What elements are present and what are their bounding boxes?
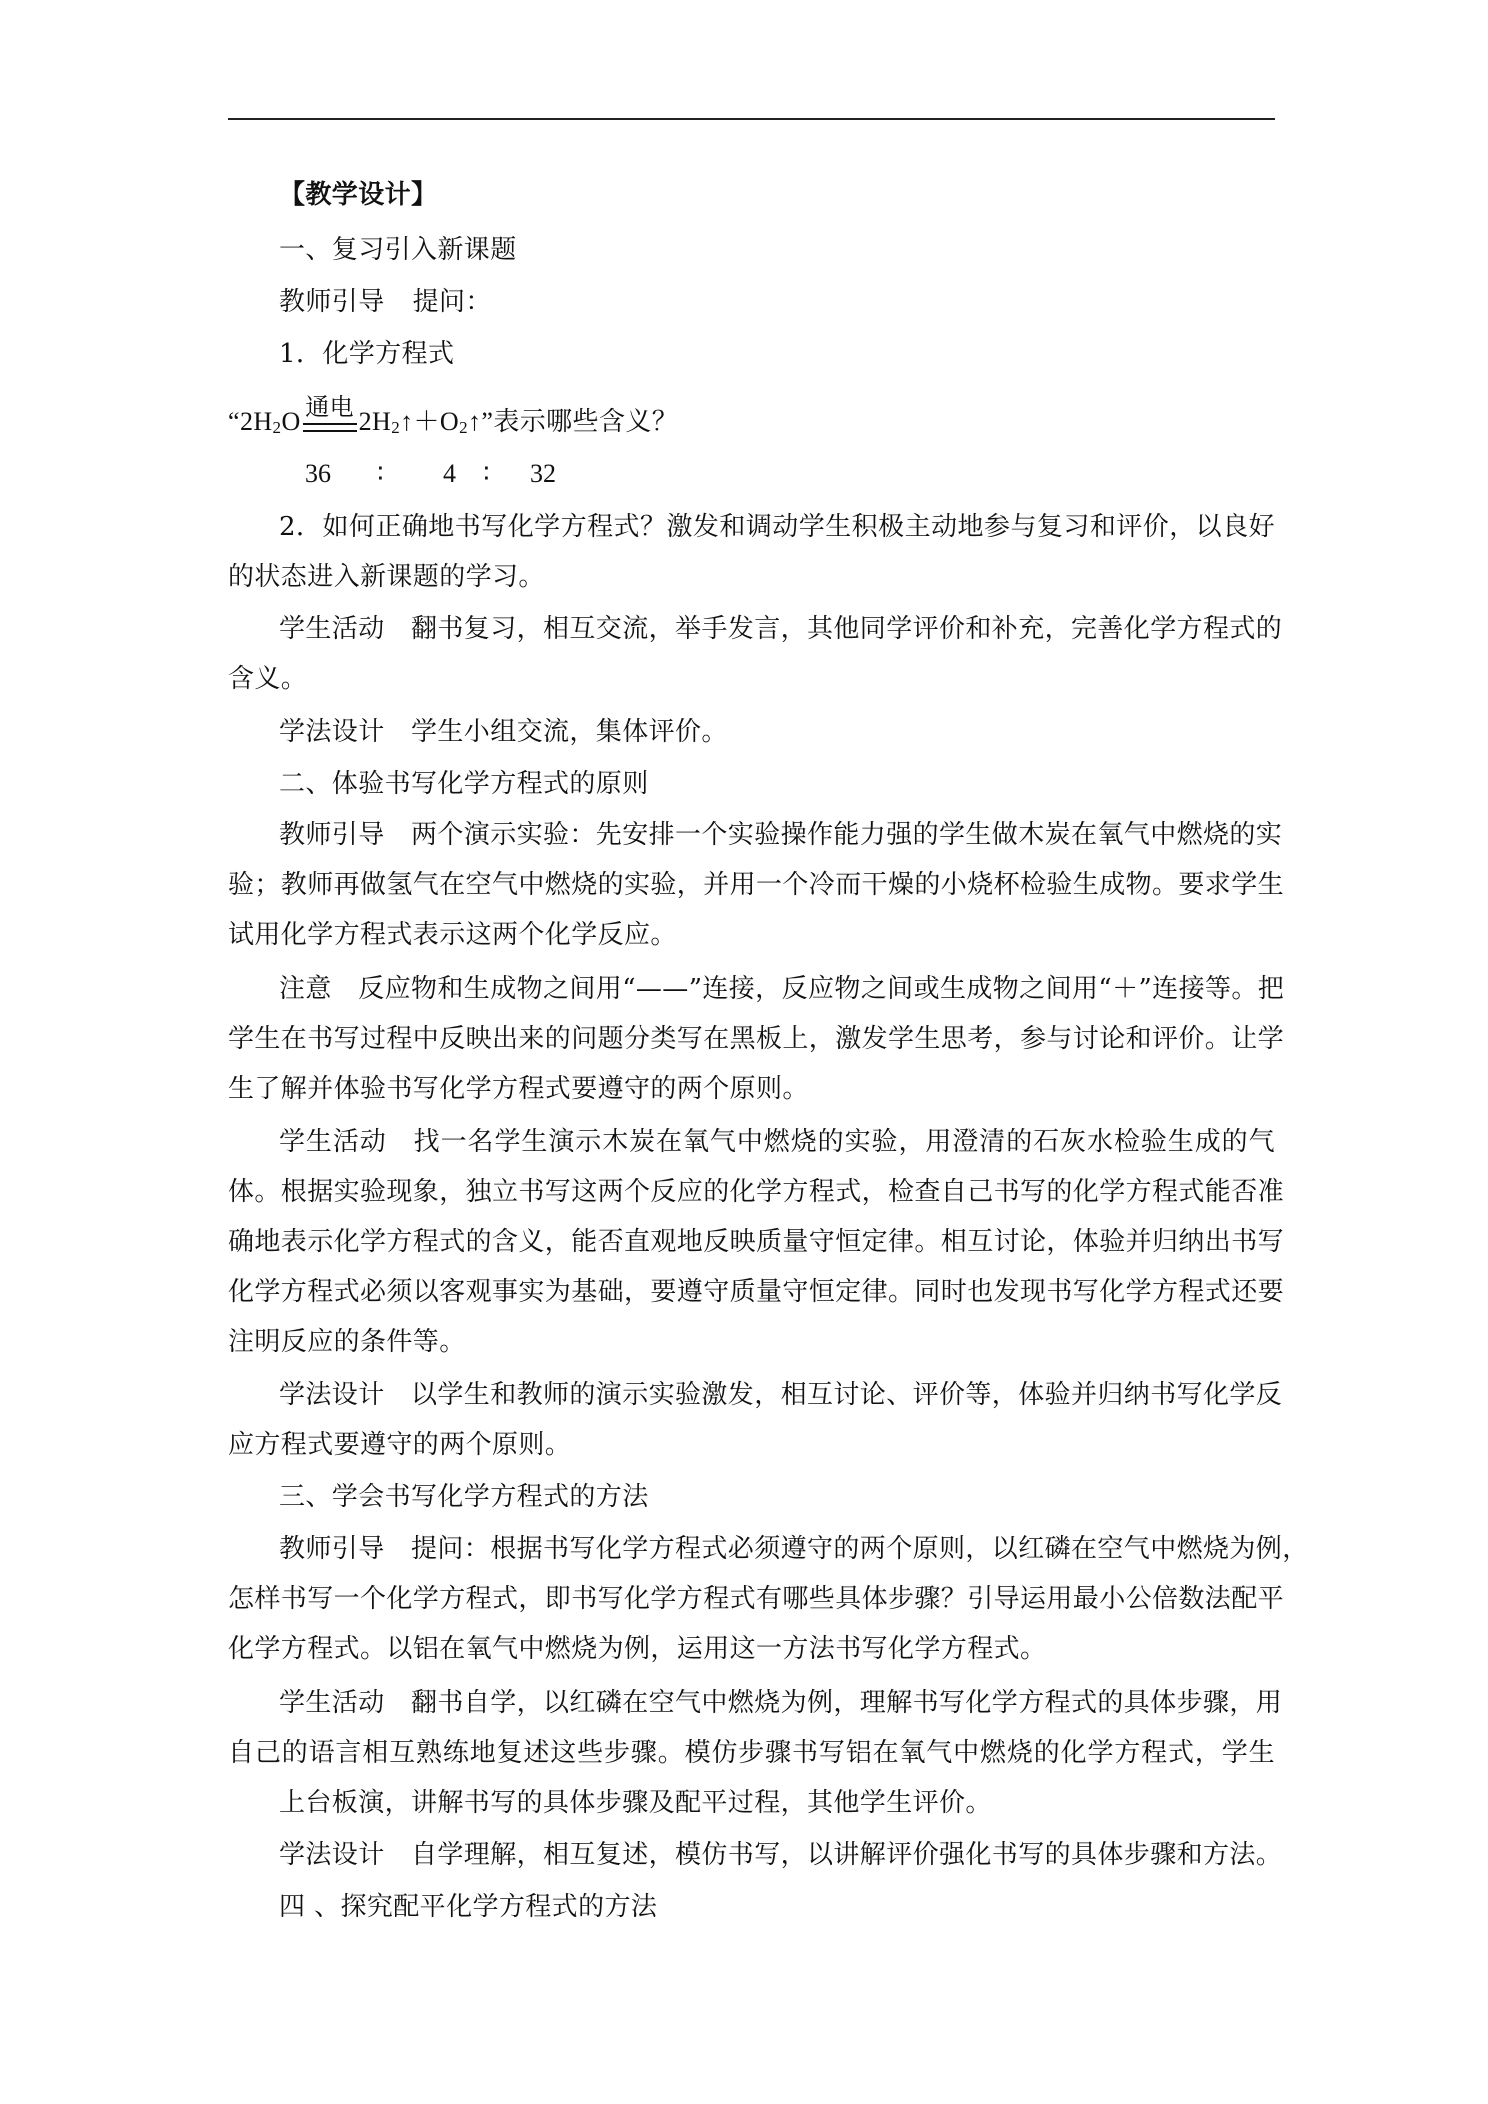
paragraph-line: 确地表示化学方程式的含义，能否直观地反映质量守恒定律。相互讨论，体验并归纳出书写: [228, 1227, 1285, 1257]
mass-ratio-a: 36: [305, 459, 331, 488]
question-label: 提问：: [412, 287, 492, 317]
paragraph-line: 学法设计 以学生和教师的演示实验激发，相互讨论、评价等，体验并归纳书写化学反: [279, 1380, 1283, 1410]
eq-product-o-sub: 2: [459, 418, 468, 437]
eq-product-o: ↑＋O: [400, 407, 460, 436]
item-1: 1．化学方程式: [279, 339, 455, 369]
paragraph-line: 注意 反应物和生成物之间用“——”连接，反应物之间或生成物之间用“＋”连接等。把: [279, 974, 1285, 1004]
mass-ratio-c: 32: [530, 459, 556, 488]
paragraph-line: 学生活动 翻书复习，相互交流，举手发言，其他同学评价和补充，完善化学方程式的: [279, 614, 1283, 644]
teacher-guide-line: [279, 285, 492, 319]
section-title-3: 三、学会书写化学方程式的方法: [279, 1482, 649, 1512]
eq-reactant-sub: 2: [272, 418, 282, 437]
section-title-2: 二、体验书写化学方程式的原则: [279, 769, 649, 799]
paragraph-line: 生了解并体验书写化学方程式要遵守的两个原则。: [228, 1074, 809, 1104]
chemical-equation: [228, 395, 679, 439]
paragraph-line: 学生活动 翻书自学，以红磷在空气中燃烧为例，理解书写化学方程式的具体步骤，用: [279, 1688, 1283, 1718]
paragraph-line: 学生活动 找一名学生演示木炭在氧气中燃烧的实验，用澄清的石灰水检验生成的气: [279, 1127, 1275, 1157]
paragraph-line: 化学方程式必须以客观事实为基础，要遵守质量守恒定律。同时也发现书写化学方程式还要: [228, 1277, 1285, 1307]
paragraph-line: 试用化学方程式表示这两个化学反应。: [228, 920, 677, 950]
eq-reactant: “2H: [228, 407, 273, 436]
section-heading: 【教学设计】: [279, 180, 438, 210]
eq-product-h-sub: 2: [391, 418, 401, 437]
paragraph-line: 的状态进入新课题的学习。: [228, 562, 545, 592]
paragraph-line: 应方程式要遵守的两个原则。: [228, 1430, 572, 1460]
paragraph-line: 怎样书写一个化学方程式，即书写化学方程式有哪些具体步骤？引导运用最小公倍数法配平: [228, 1584, 1285, 1614]
paragraph-line: 注明反应的条件等。: [228, 1327, 466, 1357]
section-title-4: 四 、探究配平化学方程式的方法: [279, 1892, 658, 1922]
eq-question: ↑”表示哪些含义？: [468, 407, 679, 436]
paragraph-line: 学法设计 学生小组交流，集体评价。: [279, 717, 728, 747]
paragraph-line: 自己的语言相互熟练地复述这些步骤。模仿步骤书写铝在氧气中燃烧的化学方程式，学生: [228, 1738, 1275, 1768]
section-title-1: 一、复习引入新课题: [279, 235, 517, 265]
paragraph-line: 学法设计 自学理解，相互复述，模仿书写，以讲解评价强化书写的具体步骤和方法。: [279, 1840, 1283, 1870]
paragraph-line: 教师引导 两个演示实验：先安排一个实验操作能力强的学生做木炭在氧气中燃烧的实: [279, 820, 1283, 850]
reaction-arrow: [301, 395, 359, 439]
paragraph-line: 含义。: [228, 664, 308, 694]
header-rule: [228, 118, 1275, 120]
mass-ratio-b: 4: [443, 459, 456, 488]
paragraph-line: 教师引导 提问：根据书写化学方程式必须遵守的两个原则，以红磷在空气中燃烧为例，: [279, 1534, 1309, 1564]
paragraph-line: 化学方程式。以铝在氧气中燃烧为例，运用这一方法书写化学方程式。: [228, 1634, 1047, 1664]
eq-product-h: 2H: [358, 407, 392, 436]
reaction-condition: 通电: [305, 395, 355, 421]
eq-reactant-o: O: [281, 407, 301, 436]
paragraph-line: 学生在书写过程中反映出来的问题分类写在黑板上，激发学生思考，参与讨论和评价。让学: [228, 1024, 1285, 1054]
paragraph-line: 上台板演，讲解书写的具体步骤及配平过程，其他学生评价。: [279, 1788, 992, 1818]
paragraph-line: 2．如何正确地书写化学方程式？激发和调动学生积极主动地参与复习和评价，以良好: [279, 512, 1275, 542]
mass-ratio-colon-2: ∶: [483, 459, 490, 488]
paragraph-line: 体。根据实验现象，独立书写这两个反应的化学方程式，检查自己书写的化学方程式能否准: [228, 1177, 1285, 1207]
teacher-guide-label: 教师引导: [279, 287, 385, 317]
mass-ratio-colon-1: ∶: [377, 459, 384, 488]
paragraph-line: 验；教师再做氢气在空气中燃烧的实验，并用一个冷而干燥的小烧杯检验生成物。要求学生: [228, 870, 1285, 900]
